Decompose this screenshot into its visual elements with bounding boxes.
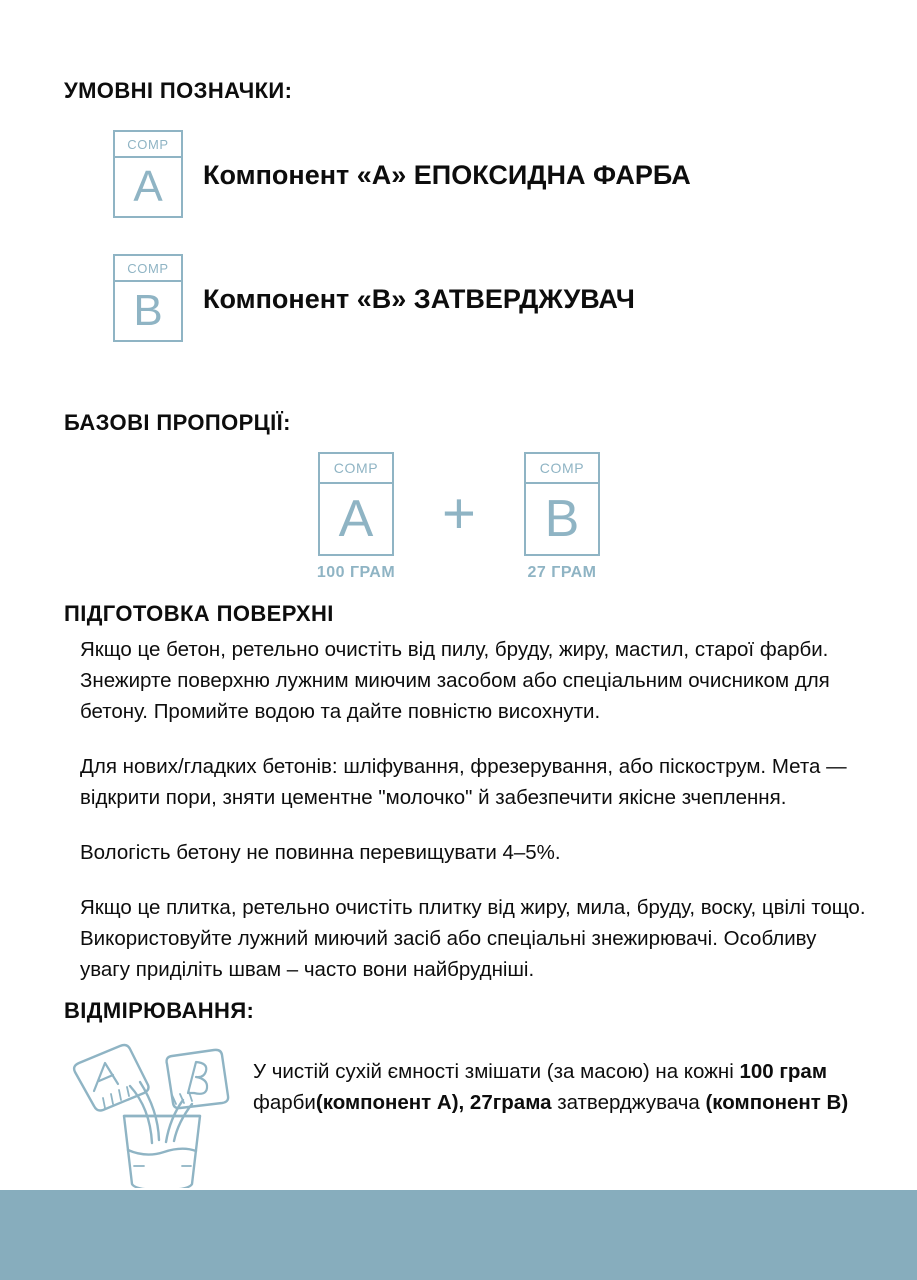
proportion-amount-b: 27 ГРАМ [527, 564, 597, 581]
measuring-run: затверджувача [551, 1091, 706, 1114]
legend-heading: УМОВНІ ПОЗНАЧКИ: [64, 78, 293, 103]
surface-prep-heading: ПІДГОТОВКА ПОВЕРХНІ [64, 601, 334, 626]
measuring-run-bold: (компонент А), 27грама [315, 1091, 552, 1114]
measuring-heading: ВІДМІРЮВАННЯ: [64, 998, 255, 1023]
surface-prep-paragraph: Для нових/гладких бетонів: шліфування, фрезерування, або піскострум. Мета — відкрити пори, зняти цементне "молочко" й забезпечити якісне зчеплення. [80, 755, 847, 809]
proportion-badge-a [318, 452, 394, 556]
bottom-color-bar [0, 1190, 917, 1280]
proportion-badge-b-letter: B [544, 490, 580, 548]
measuring-run-bold: (компонент В) [705, 1091, 849, 1114]
proportion-badge-a-letter: A [338, 490, 374, 548]
packet-a-shape [74, 1045, 148, 1111]
measuring-run: фарби [253, 1091, 316, 1114]
packet-a-letter [94, 1063, 118, 1091]
legend-badge-a [113, 130, 183, 218]
mixing-illustration [62, 1038, 252, 1193]
packet-b-shape [167, 1050, 229, 1108]
proportion-badge-a-top: COMP [320, 454, 392, 484]
surface-prep-paragraph: Якщо це бетон, ретельно очистіть від пилу, бруду, жиру, мастил, старої фарби. Знежирте поверхню лужним миючим засобом або спеціальним очисником для бетону. Промийте водою та дайте повністю висохнути. [80, 638, 830, 723]
mixing-illustration-svg [62, 1038, 252, 1188]
legend-badge-b [113, 254, 183, 342]
legend-label-b: Компонент «В» ЗАТВЕРДЖУВАЧ [203, 284, 635, 314]
surface-prep-paragraph: Вологість бетону не повинна перевищувати 4–5%. [80, 841, 561, 864]
measuring-run: У чистій сухій ємності змішати (за масою) на кожні [253, 1060, 740, 1083]
proportion-badge-b-top: COMP [526, 454, 598, 484]
legend-badge-b-top: COMP [115, 256, 181, 282]
legend-badge-b-letter: B [133, 286, 163, 335]
proportion-amount-a: 100 ГРАМ [316, 564, 396, 581]
plus-icon: + [442, 481, 476, 546]
proportion-badge-b [524, 452, 600, 556]
legend-badge-a-letter: A [133, 162, 163, 211]
surface-prep-paragraph: Якщо це плитка, ретельно очистіть плитку від жиру, мила, бруду, воску, цвілі тощо. Використовуйте лужний миючий засіб або спеціальні знежирювачі. Особливу увагу приділіть швам – часто вони найбрудніші. [80, 896, 866, 981]
measuring-text [253, 1056, 873, 1118]
legend-label-a: Компонент «А» ЕПОКСИДНА ФАРБА [203, 160, 691, 190]
packet-b-letter [188, 1062, 207, 1094]
pour-stream-a2 [140, 1082, 159, 1140]
legend-badge-a-top: COMP [115, 132, 181, 158]
proportions-heading: БАЗОВІ ПРОПОРЦІЇ: [64, 410, 291, 435]
surface-prep-body [80, 634, 870, 985]
measuring-run-bold: 100 грам [739, 1060, 827, 1083]
liquid-level [128, 1149, 196, 1155]
